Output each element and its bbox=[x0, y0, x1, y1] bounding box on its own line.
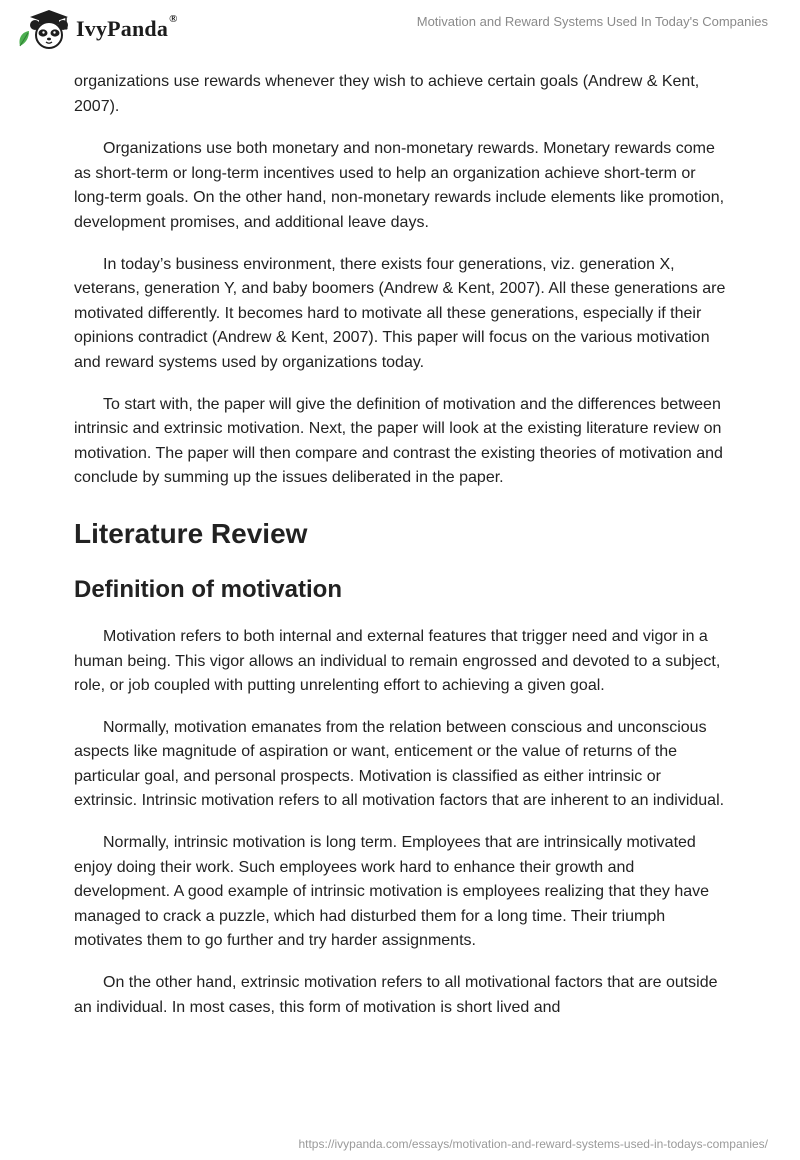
logo[interactable] bbox=[16, 8, 178, 50]
paragraph: Normally, intrinsic motivation is long term. Employees that are intrinsically motivated enjoy doing their work. Such employees work hard to enhance their growth and development. A good example of intrinsic motivation is employees realizing that they have managed to crack a puzzle, which had disturbed them for a long time. Their triumph motivates them to go further and try harder assignments. bbox=[74, 834, 710, 950]
source-url[interactable]: https://ivypanda.com/essays/motivation-and-reward-systems-used-in-todays-companies/ bbox=[298, 1137, 768, 1151]
essay-body bbox=[74, 70, 726, 1037]
paragraph-continued: organizations use rewards whenever they wish to achieve certain goals (Andrew & Kent, 2007). bbox=[74, 73, 700, 115]
paragraph: To start with, the paper will give the definition of motivation and the differences between intrinsic and extrinsic motivation. Next, the paper will look at the existing literature review on motivation. The paper will then compare and contrast the existing theories of motivation and conclude by summing up the issues deliberated in the paper. bbox=[74, 395, 723, 487]
paragraph: Motivation refers to both internal and external features that trigger need and vigor in a human being. This vigor allows an individual to remain engrossed and devoted to a subject, role, or job coupled with putting unrelenting effort to achieving a given goal. bbox=[74, 627, 721, 695]
panda-graduate-icon bbox=[16, 8, 70, 50]
paragraph: Organizations use both monetary and non-monetary rewards. Monetary rewards come as short-term or long-term incentives used to help an organization achieve short-term or long-term goals. On the other hand, non-monetary rewards include elements like promotion, development promises, and additional leave days. bbox=[74, 140, 725, 231]
paragraph: On the other hand, extrinsic motivation refers to all motivational factors that are outside an individual. In most cases, this form of motivation is short lived and bbox=[74, 974, 718, 1016]
section-heading: Literature Review bbox=[74, 517, 308, 549]
document-title: Motivation and Reward Systems Used In Today's Companies bbox=[416, 14, 768, 29]
registered-mark: ® bbox=[169, 13, 178, 25]
paragraph: In today’s business environment, there exists four generations, viz. generation X, veterans, generation Y, and baby boomers (Andrew & Kent, 2007). All these generations are motivated differently. It becomes hard to motivate all these generations, especially if their opinions contradict (Andrew & Kent, 2007). This paper will focus on the various motivation and reward systems used by organizations today. bbox=[74, 255, 726, 371]
subsection-heading: Definition of motivation bbox=[74, 575, 342, 603]
paragraph: Normally, motivation emanates from the relation between conscious and unconscious aspects like magnitude of aspiration or want, enticement or the value of returns of the particular goal, and personal prospects. Motivation is classified as either intrinsic or extrinsic. Intrinsic motivation refers to all motivation factors that are inherent to an individual. bbox=[74, 718, 725, 810]
logo-wordmark bbox=[76, 13, 178, 42]
logo-name: IvyPanda bbox=[76, 16, 169, 41]
